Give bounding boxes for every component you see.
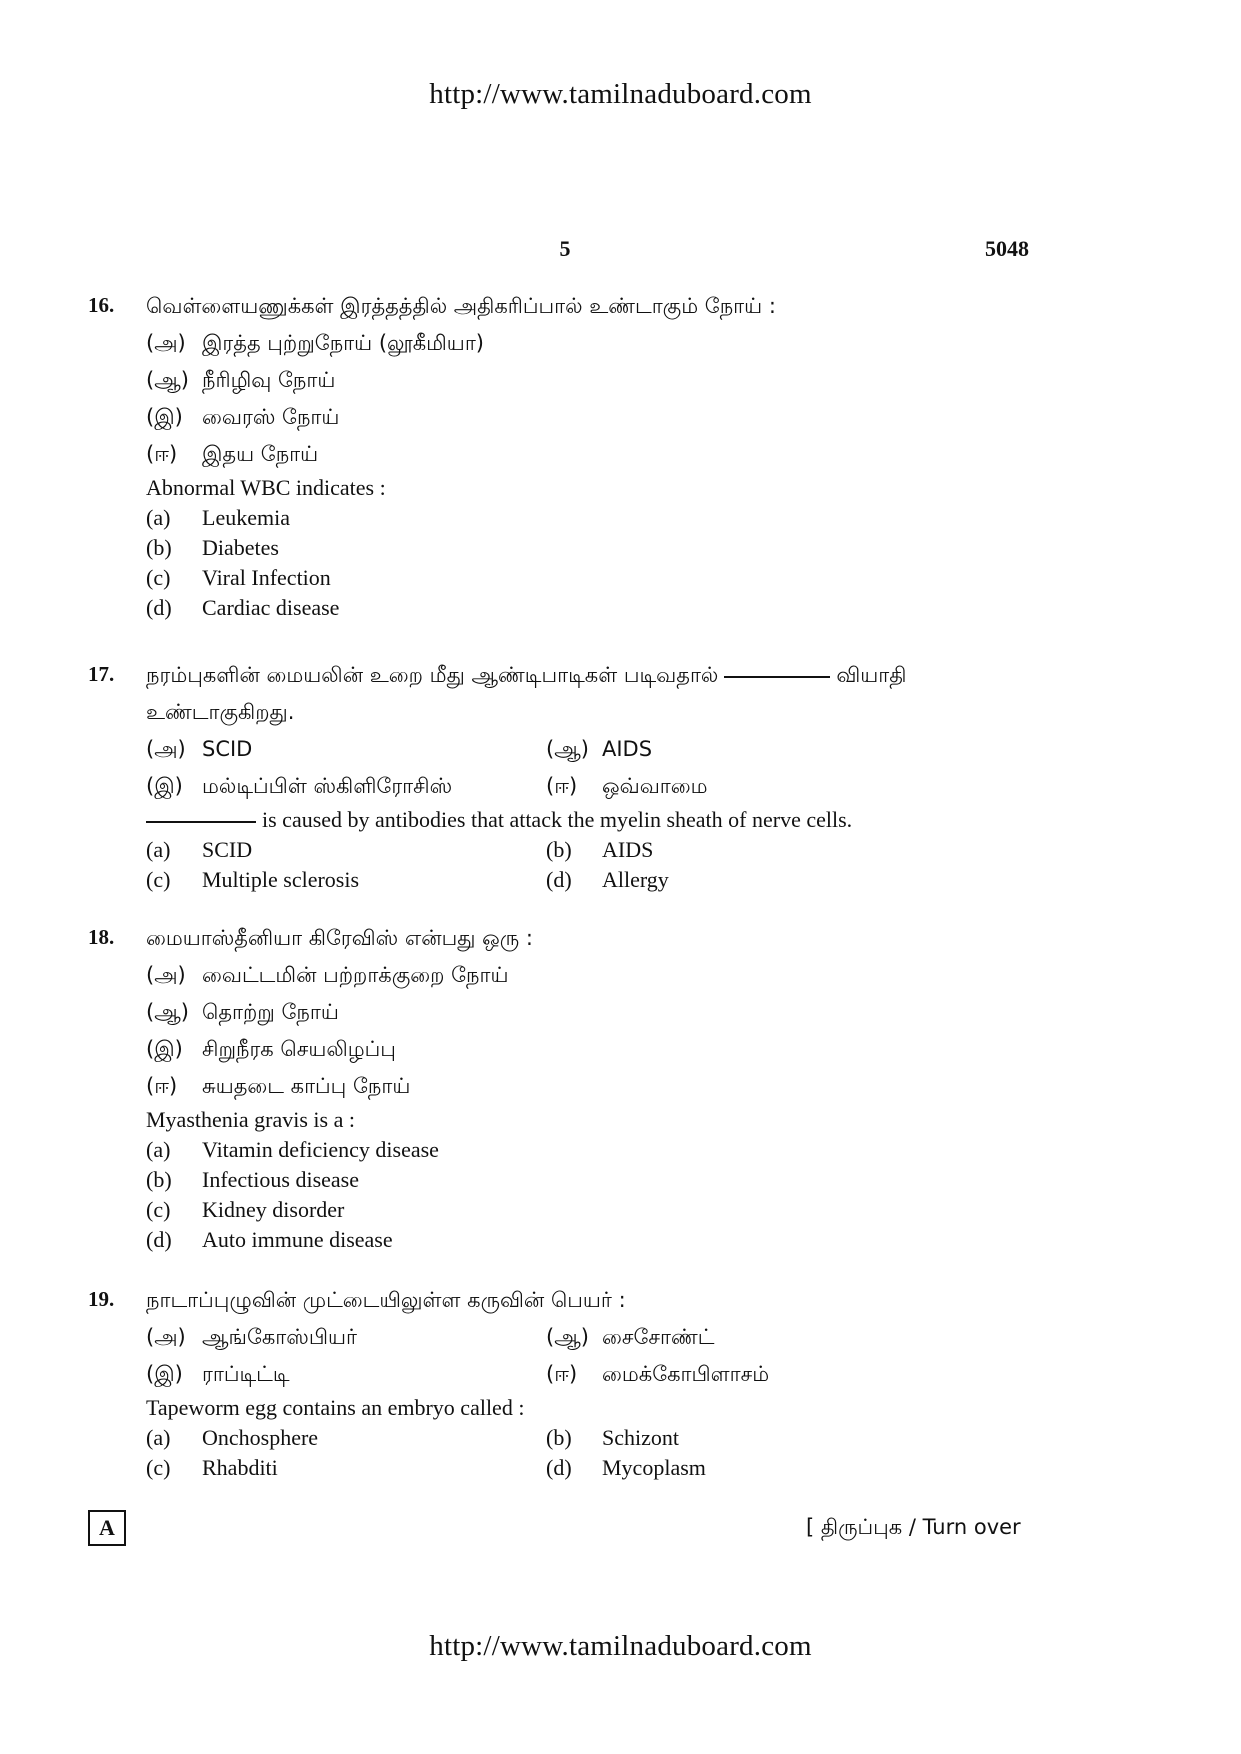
- option-row-tamil: [146, 768, 1046, 805]
- option-tamil: (அ) இரத்த புற்றுநோய் (லூகீமியா): [146, 331, 484, 355]
- option-tamil: (ஆ) தொற்று நோய்: [146, 1000, 339, 1024]
- booklet-code-box: A: [88, 1510, 126, 1546]
- option-english: (b) Diabetes: [146, 535, 279, 560]
- answer-blank: [724, 675, 830, 678]
- option-row-tamil: [146, 1319, 1046, 1356]
- option-tamil: (அ) ஆங்கோஸ்பியர்: [146, 1325, 357, 1349]
- question-text-english: Abnormal WBC indicates :: [146, 475, 386, 500]
- option-row-tamil: [146, 731, 1046, 768]
- question-text-tamil: மையாஸ்தீனியா கிரேவிஸ் என்பது ஒரு :: [146, 926, 533, 950]
- option-row-english: [146, 865, 1046, 895]
- option-row-tamil: [146, 1356, 1046, 1393]
- option-tamil: (இ) ராப்டிட்டி: [146, 1362, 290, 1386]
- option-english: (b) Schizont: [546, 1425, 679, 1450]
- option-english: (b) AIDS: [546, 837, 654, 862]
- header-url: http://www.tamilnaduboard.com: [429, 78, 812, 110]
- question-number: 16.: [88, 293, 115, 317]
- option-english: (c) Multiple sclerosis: [146, 867, 360, 892]
- answer-blank: [146, 820, 256, 823]
- option-tamil: (இ) சிறுநீரக செயலிழப்பு: [146, 1037, 396, 1061]
- option-tamil: (ஈ) இதய நோய்: [146, 442, 319, 466]
- question-text-tamil: வெள்ளையணுக்கள் இரத்தத்தில் அதிகரிப்பால் உண்டாகும் நோய் :: [146, 294, 776, 318]
- option-tamil: (ஈ) மைக்கோபிளாசம்: [546, 1362, 770, 1386]
- option-english: (d) Auto immune disease: [146, 1227, 393, 1252]
- option-tamil: (அ) SCID: [146, 737, 253, 761]
- question-number: 19.: [88, 1287, 115, 1311]
- option-tamil: (ஆ) நீரிழிவு நோய்: [146, 368, 336, 392]
- option-english: (c) Rhabditi: [146, 1455, 278, 1480]
- option-tamil: (ஆ) AIDS: [546, 737, 653, 761]
- option-english: (d) Mycoplasm: [546, 1455, 706, 1480]
- option-english: (c) Kidney disorder: [146, 1197, 345, 1222]
- option-row-english: [146, 1423, 1046, 1453]
- question-text-tamil: நாடாப்புழுவின் முட்டையிலுள்ள கருவின் பெயர் :: [146, 1288, 626, 1312]
- option-tamil: (அ) வைட்டமின் பற்றாக்குறை நோய்: [146, 963, 509, 987]
- question-text-english: Tapeworm egg contains an embryo called :: [146, 1395, 525, 1420]
- option-english: (a) SCID: [146, 837, 253, 862]
- option-tamil: (ஈ) ஒவ்வாமை: [546, 774, 708, 798]
- option-english: (d) Cardiac disease: [146, 595, 340, 620]
- option-english: (d) Allergy: [546, 867, 669, 892]
- paper-code: 5048: [985, 236, 1029, 261]
- option-tamil: (ஈ) சுயதடை காப்பு நோய்: [146, 1074, 411, 1098]
- option-english: (a) Vitamin deficiency disease: [146, 1137, 439, 1162]
- option-tamil: (ஆ) சைசோண்ட்: [546, 1325, 715, 1349]
- question-number: 17.: [88, 662, 115, 686]
- page-number: 5: [559, 236, 571, 261]
- option-english: (a) Leukemia: [146, 505, 290, 530]
- option-english: (c) Viral Infection: [146, 565, 331, 590]
- question-text-tamil: நரம்புகளின் மையலின் உறை மீது ஆண்டிபாடிகள் படிவதால் வியாதி: [146, 663, 907, 687]
- turn-over-label: [ திருப்புக / Turn over: [806, 1515, 1021, 1539]
- option-tamil: (இ) மல்டிப்பிள் ஸ்கிளிரோசிஸ்: [146, 774, 453, 798]
- option-row-english: [146, 835, 1046, 865]
- footer-url: http://www.tamilnaduboard.com: [429, 1630, 812, 1662]
- option-english: (a) Onchosphere: [146, 1425, 319, 1450]
- option-row-english: [146, 1453, 1046, 1483]
- question-text-english: Myasthenia gravis is a :: [146, 1107, 355, 1132]
- question-number: 18.: [88, 925, 115, 949]
- option-english: (b) Infectious disease: [146, 1167, 359, 1192]
- question-text-english: is caused by antibodies that attack the myelin sheath of nerve cells.: [146, 805, 1046, 835]
- question-text-tamil-line2: உண்டாகுகிறது.: [146, 700, 295, 724]
- option-tamil: (இ) வைரஸ் நோய்: [146, 405, 340, 429]
